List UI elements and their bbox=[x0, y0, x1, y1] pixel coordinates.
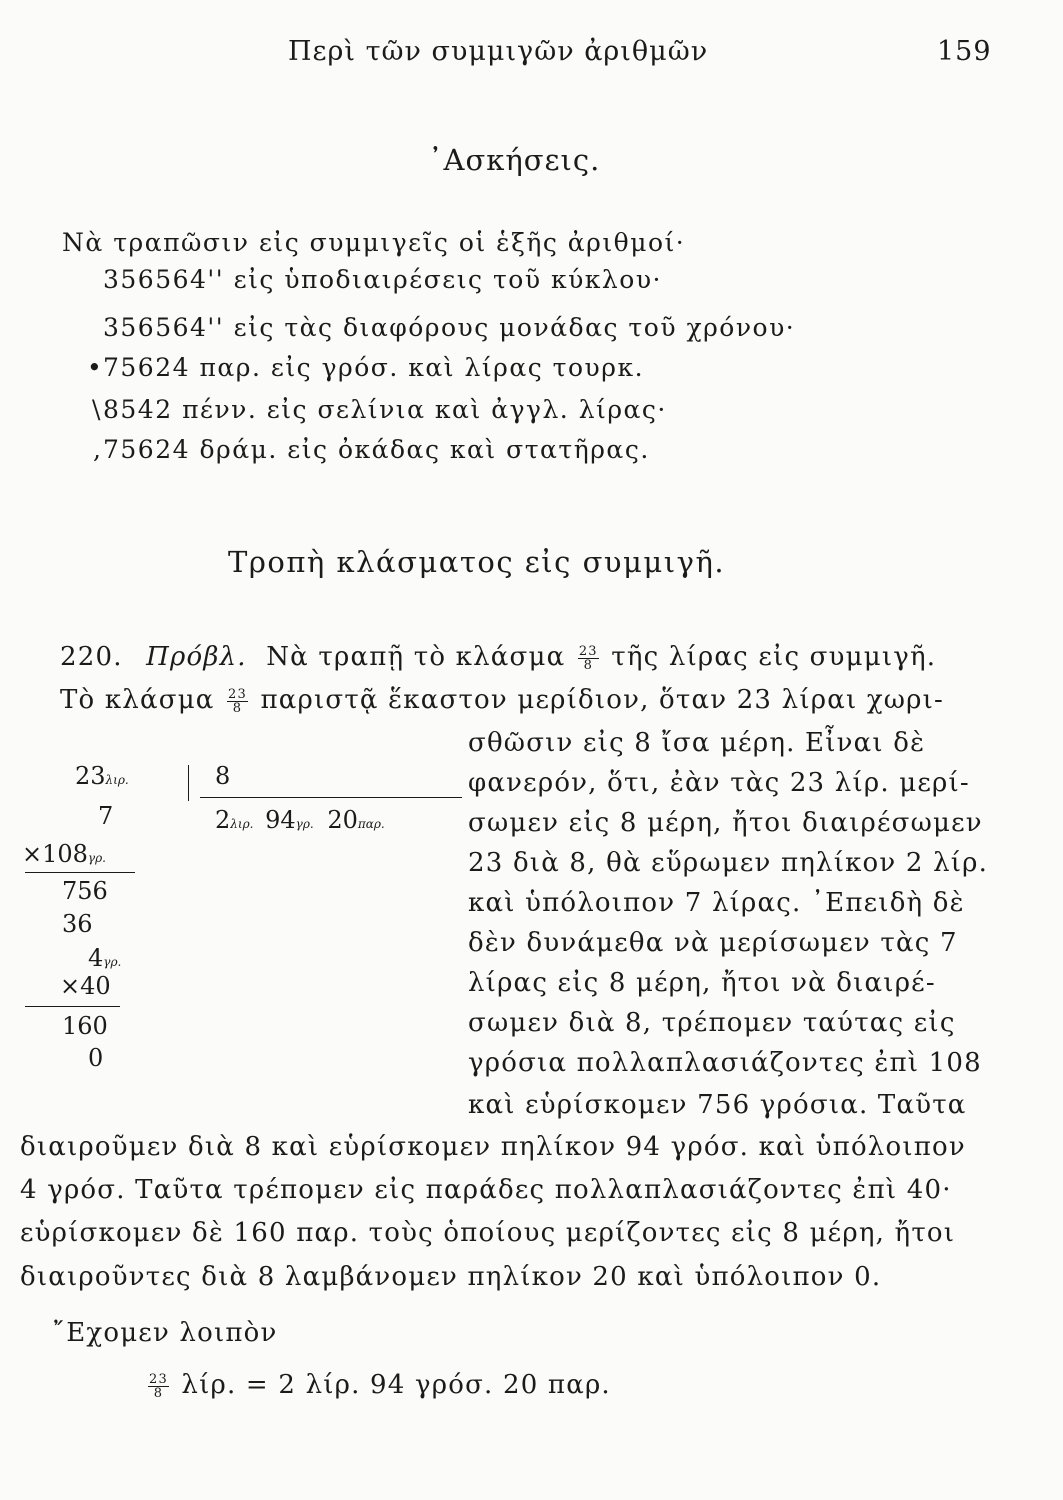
running-title: Περὶ τῶν συμμιγῶν ἀριθμῶν bbox=[288, 36, 709, 67]
text-line: δὲν δυνάμεθα νὰ μερίσωμεν τὰς 7 bbox=[468, 928, 958, 958]
result-line bbox=[145, 1370, 611, 1400]
exercises-heading: ᾿Ασκήσεις. bbox=[428, 143, 601, 177]
text-line: γρόσια πολλαπλασιάζοντες ἐπὶ 108 bbox=[468, 1048, 982, 1078]
text-line: καὶ εὑρίσκομεν 756 γρόσια. Ταῦτα bbox=[468, 1090, 967, 1120]
remainder: 4γρ. bbox=[88, 944, 122, 972]
product: 160 bbox=[62, 1012, 108, 1040]
multiplier: ×108γρ. bbox=[22, 840, 106, 868]
product-rule bbox=[25, 872, 135, 873]
text-line: εὑρίσκομεν δὲ 160 παρ. τοὺς ὁποίους μερίζοντες εἰς 8 μέρη, ἤτοι bbox=[20, 1218, 956, 1248]
text-line: καὶ ὑπόλοιπον 7 λίρας. ᾿Επειδὴ δὲ bbox=[468, 888, 965, 918]
product: 756 bbox=[62, 877, 108, 905]
result: λίρ. = 2 λίρ. 94 γρόσ. 20 παρ. bbox=[181, 1370, 611, 1400]
text-line: σωμεν εἰς 8 μέρη, ἤτοι διαιρέσωμεν bbox=[468, 808, 983, 838]
partial: 36 bbox=[62, 910, 93, 938]
text-line: διαιροῦμεν διὰ 8 καὶ εὑρίσκομεν πηλίκον 94 γρόσ. καὶ ὑπόλοιπον bbox=[20, 1132, 966, 1162]
problem-label: Πρόβλ. bbox=[146, 642, 247, 672]
remainder: 0 bbox=[88, 1044, 104, 1072]
exercises-intro: Νὰ τραπῶσιν εἰς συμμιγεῖς οἱ ἑξῆς ἀριθμοί· bbox=[62, 228, 686, 257]
exercise-item: 356564'' εἰς τὰς διαφόρους μονάδας τοῦ χρόνου· bbox=[103, 313, 796, 342]
problem-line-1 bbox=[60, 642, 936, 672]
problem-text: τῆς λίρας εἰς συμμιγῆ. bbox=[611, 642, 937, 672]
exercise-marker: \ bbox=[92, 395, 102, 424]
fraction: $\frac{23}{8}$ bbox=[228, 686, 247, 716]
text-line: λίρας εἰς 8 μέρη, ἤτοι νὰ διαιρέ- bbox=[468, 968, 936, 998]
page-number: 159 bbox=[937, 36, 992, 67]
problem-number: 220. bbox=[60, 642, 123, 672]
quotient-rule bbox=[200, 797, 462, 798]
product-rule bbox=[25, 1006, 120, 1007]
text-line: σθῶσιν εἰς 8 ἴσα μέρη. Εἶναι δὲ bbox=[468, 728, 926, 758]
section-heading: Τροπὴ κλάσματος εἰς συμμιγῆ. bbox=[228, 545, 726, 579]
text-line: 4 γρόσ. Ταῦτα τρέπομεν εἰς παράδες πολλαπλασιάζοντες ἐπὶ 40· bbox=[20, 1175, 952, 1205]
conclusion: ῎Εχομεν λοιπὸν bbox=[52, 1318, 278, 1348]
exercise-marker: • bbox=[87, 353, 104, 382]
exercise-item: 8542 πένν. εἰς σελίνια καὶ ἀγγλ. λίρας· bbox=[103, 395, 667, 424]
text-line: φανερόν, ὅτι, ἐὰν τὰς 23 λίρ. μερί- bbox=[468, 768, 970, 798]
quotient: 2λιρ. 94γρ. 20παρ. bbox=[215, 806, 385, 834]
exercise-marker: , bbox=[93, 435, 103, 464]
exercise-item: 356564'' εἰς ὑποδιαιρέσεις τοῦ κύκλου· bbox=[103, 265, 662, 294]
problem-text: Νὰ τραπῇ τὸ κλάσμα bbox=[266, 642, 566, 672]
text-line: 23 διὰ 8, θὰ εὕρωμεν πηλίκον 2 λίρ. bbox=[468, 848, 989, 878]
fraction: $\frac{23}{8}$ bbox=[149, 1371, 168, 1401]
fraction: $\frac{23}{8}$ bbox=[578, 643, 598, 673]
text-line: σωμεν διὰ 8, τρέπομεν ταύτας εἰς bbox=[468, 1008, 956, 1038]
multiplier: ×40 bbox=[60, 972, 111, 1000]
text-line: διαιροῦντες διὰ 8 λαμβάνομεν πηλίκον 20 καὶ ὑπόλοιπον 0. bbox=[20, 1262, 882, 1292]
exercise-item: 75624 δράμ. εἰς ὀκάδας καὶ στατῆρας. bbox=[103, 435, 650, 464]
dividend: 23λιρ. bbox=[75, 762, 129, 790]
remainder: 7 bbox=[98, 802, 114, 830]
divisor: 8 bbox=[215, 762, 231, 790]
division-bar bbox=[188, 765, 189, 801]
exercise-item: 75624 παρ. εἰς γρόσ. καὶ λίρας τουρκ. bbox=[103, 353, 645, 382]
problem-line-2: Τὸ κλάσμα $\frac{23}{8}$ παριστᾷ ἕκαστον μερίδιον, ὅταν 23 λίραι χωρι- bbox=[60, 685, 945, 716]
